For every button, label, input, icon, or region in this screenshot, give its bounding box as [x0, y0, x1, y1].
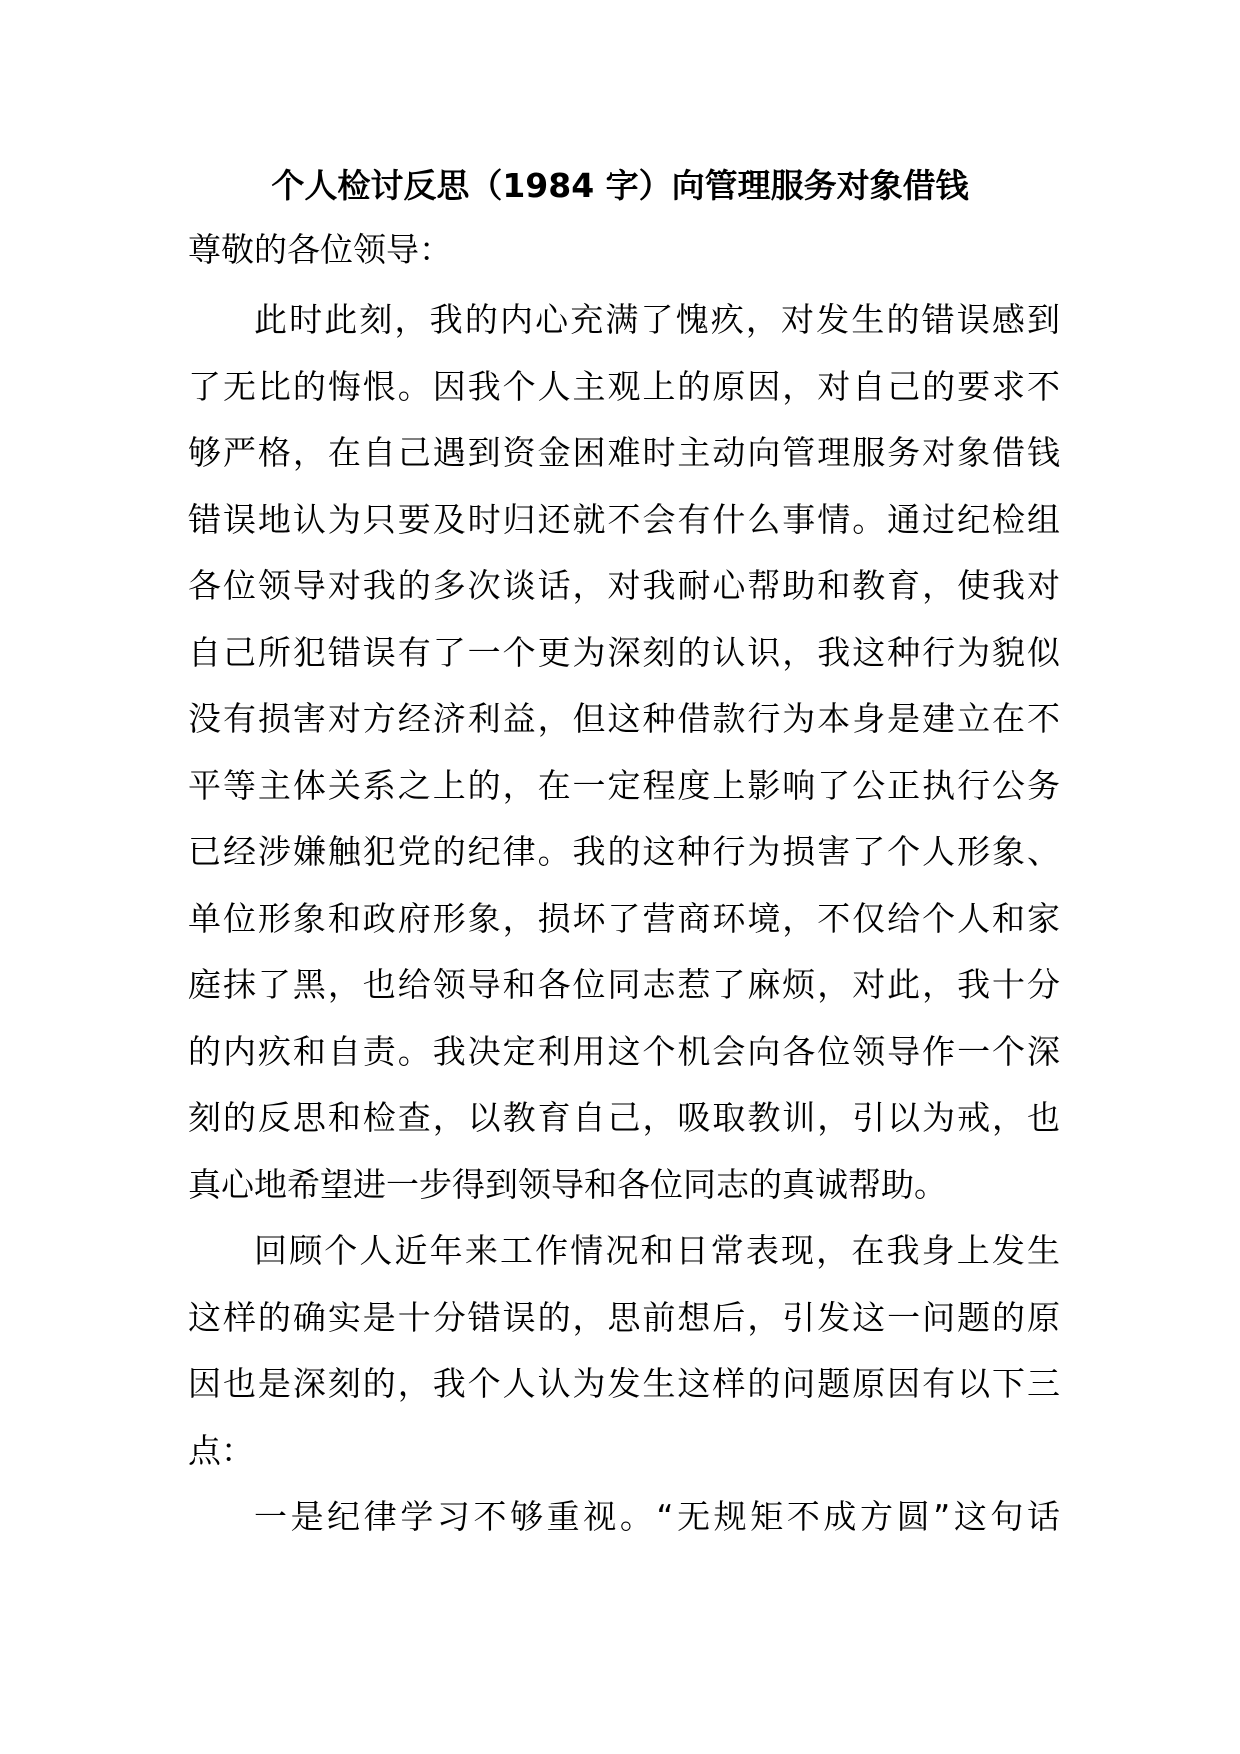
- text-line: 一是纪律学习不够重视。“无规矩不成方圆”这句话: [254, 1497, 1060, 1536]
- text-line: 平等主体关系之上的，在一定程度上影响了公正执行公务: [188, 765, 1060, 805]
- text-line: 此时此刻，我的内心充满了愧疚，对发生的错误感到: [254, 300, 1060, 339]
- text-line: 刻的反思和检查，以教育自己，吸取教训，引以为戒，也: [188, 1098, 1060, 1137]
- body-text: [188, 287, 1060, 1551]
- text-line: 自己所犯错误有了一个更为深刻的认识，我这种行为貌似: [188, 632, 1060, 672]
- document-title: 个人检讨反思（1984 字）向管理服务对象借钱: [271, 166, 969, 205]
- text-line: 点：: [188, 1430, 254, 1470]
- salutation: 尊敬的各位领导：: [188, 230, 452, 269]
- text-line: 庭抹了黑，也给领导和各位同志惹了麻烦，对此，我十分: [188, 965, 1060, 1004]
- text-line: 已经涉嫌触犯党的纪律。我的这种行为损害了个人形象、: [188, 832, 1060, 871]
- text-line: 没有损害对方经济利益，但这种借款行为本身是建立在不: [188, 699, 1060, 738]
- text-line: 这样的确实是十分错误的，思前想后，引发这一问题的原: [188, 1297, 1060, 1337]
- text-line: 各位领导对我的多次谈话，对我耐心帮助和教育，使我对: [188, 566, 1060, 605]
- text-line: 因也是深刻的，我个人认为发生这样的问题原因有以下三: [188, 1364, 1060, 1403]
- text-line: 单位形象和政府形象，损坏了营商环境，不仅给个人和家: [188, 898, 1060, 938]
- text-line: 真心地希望进一步得到领导和各位同志的真诚帮助。: [188, 1164, 947, 1204]
- text-line: 错误地认为只要及时归还就不会有什么事情。通过纪检组: [188, 499, 1060, 539]
- text-line: 了无比的悔恨。因我个人主观上的原因，对自己的要求不: [188, 366, 1060, 406]
- text-line: 够严格，在自己遇到资金困难时主动向管理服务对象借钱: [188, 433, 1060, 472]
- text-line: 回顾个人近年来工作情况和日常表现，在我身上发生: [254, 1231, 1060, 1270]
- text-line: 的内疚和自责。我决定利用这个机会向各位领导作一个深: [188, 1031, 1060, 1071]
